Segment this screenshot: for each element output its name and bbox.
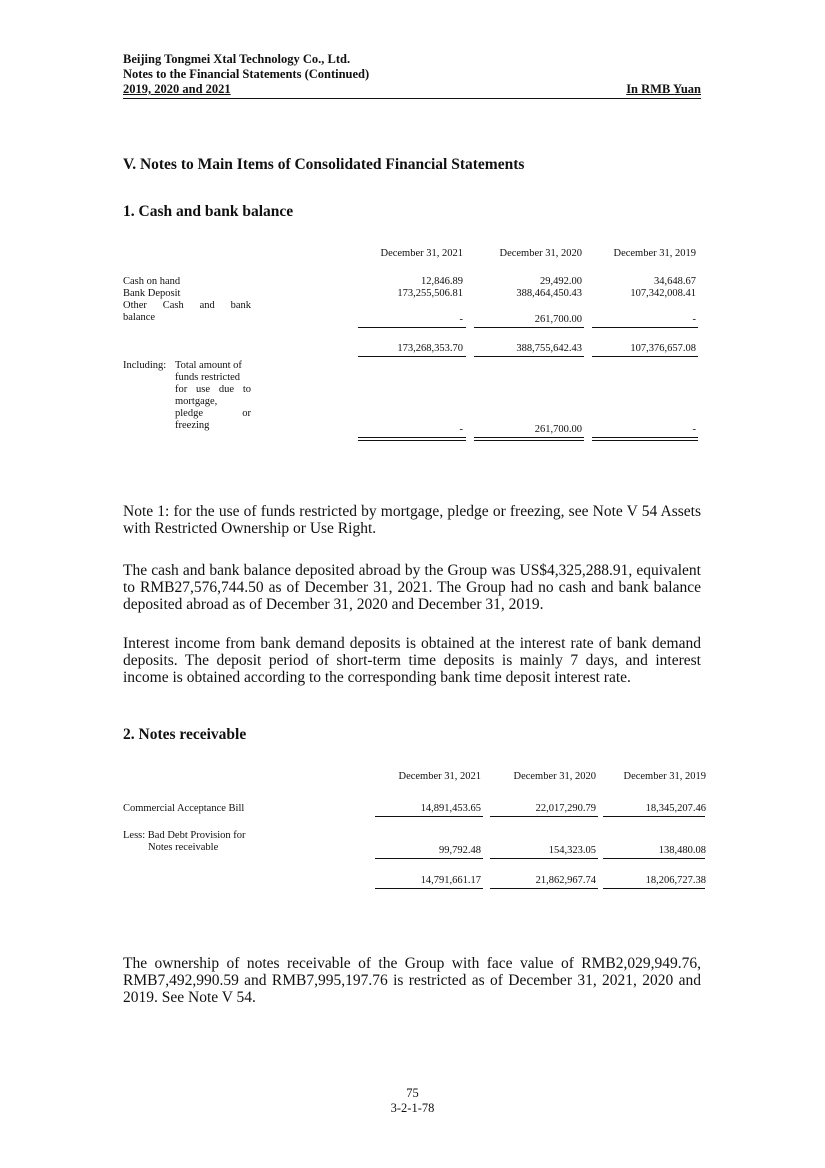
rule (375, 816, 483, 817)
including-line: for use due to (175, 384, 251, 395)
rule (490, 888, 598, 889)
cell-restricted-2021: - (459, 424, 463, 435)
rule (474, 437, 584, 438)
rule (358, 356, 466, 357)
cell-total-2020: 388,755,642.43 (516, 343, 582, 354)
rule (474, 327, 584, 328)
rule (358, 437, 466, 438)
row-label-bank-deposit: Bank Deposit (123, 288, 181, 299)
rule (592, 327, 698, 328)
row-label-cash-on-hand: Cash on hand (123, 276, 181, 287)
including-line: Total amount of (175, 360, 242, 371)
page-number: 75 (406, 1086, 419, 1100)
cell-provision-2019: 138,480.08 (658, 845, 706, 856)
rule (592, 356, 698, 357)
ownership-paragraph: The ownership of notes receivable of the Group with face value of RMB2,029,949.76, RMB7,492,990.59 and RMB7,995,197.76 is restricted as of December 31, 2021, 2020 and 2019. See Note V 54. (123, 955, 701, 1006)
cell-provision-2020: 154,323.05 (548, 845, 596, 856)
company-name: Beijing Tongmei Xtal Technology Co., Ltd. (123, 52, 351, 66)
notes-col-2019: December 31, 2019 (623, 771, 706, 782)
header-currency: In RMB Yuan (626, 82, 701, 96)
cell-bank-2020: 388,464,450.43 (516, 288, 582, 299)
rule (375, 888, 483, 889)
page-reference: 3-2-1-78 (390, 1101, 435, 1115)
cell-bank-2021: 173,255,506.81 (397, 288, 463, 299)
cell-total-2019: 107,376,657.08 (630, 343, 696, 354)
rule (603, 888, 705, 889)
cell-other-2019: - (692, 314, 696, 325)
rule (490, 816, 598, 817)
rule (592, 437, 698, 438)
rule (603, 816, 705, 817)
cell-provision-2021: 99,792.48 (439, 845, 481, 856)
cell-other-2021: - (459, 314, 463, 325)
notes-section-title: 2. Notes receivable (123, 726, 247, 743)
section-title: V. Notes to Main Items of Consolidated Financial Statements (123, 156, 525, 173)
row-label-commercial-bill: Commercial Acceptance Bill (123, 803, 245, 814)
cash-section-title: 1. Cash and bank balance (123, 203, 294, 220)
abroad-deposit-paragraph: The cash and bank balance deposited abroad by the Group was US$4,325,288.91, equivalent to RMB27,576,744.50 as of December 31, 2021. The Group had no cash and bank balance deposited abroad as of December 31, 2020 and December 31, 2019. (123, 562, 701, 613)
rule (358, 440, 466, 441)
header-rule-row (123, 82, 701, 99)
notes-col-2021: December 31, 2021 (398, 771, 481, 782)
cell-other-2020: 261,700.00 (534, 314, 582, 325)
cell-notes-total-2019: 18,206,727.38 (645, 875, 706, 886)
including-line: freezing (175, 420, 210, 431)
cell-bill-2019: 18,345,207.46 (645, 803, 706, 814)
including-line: mortgage, (175, 396, 218, 407)
note-1-paragraph: Note 1: for the use of funds restricted by mortgage, pledge or freezing, see Note V 54 Assets with Restricted Ownership or Use Right. (123, 503, 701, 537)
including-prefix: Including: (123, 360, 167, 371)
cell-cash-2019: 34,648.67 (654, 276, 696, 287)
rule (474, 356, 584, 357)
rule (490, 858, 598, 859)
cell-total-2021: 173,268,353.70 (397, 343, 463, 354)
cell-notes-total-2021: 14,791,661.17 (420, 875, 481, 886)
document-title: Notes to the Financial Statements (Continued) (123, 67, 370, 81)
cell-cash-2020: 29,492.00 (540, 276, 582, 287)
row-label-other-cash-2: balance (123, 312, 156, 323)
cash-col-2019: December 31, 2019 (613, 248, 696, 259)
cell-cash-2021: 12,846.89 (421, 276, 463, 287)
row-label-bad-debt: Less: Bad Debt Provision for (123, 830, 246, 841)
interest-income-paragraph: Interest income from bank demand deposits is obtained at the interest rate of bank demand deposits. The deposit period of short-term time deposits is mainly 7 days, and interest income is obtained according to the corresponding bank time deposit interest rate. (123, 635, 701, 686)
row-label-bad-debt-2: Notes receivable (148, 842, 219, 853)
rule (358, 327, 466, 328)
header-years: 2019, 2020 and 2021 (123, 82, 231, 96)
rule (474, 440, 584, 441)
cell-bill-2020: 22,017,290.79 (535, 803, 596, 814)
cell-notes-total-2020: 21,862,967.74 (535, 875, 596, 886)
rule (375, 858, 483, 859)
including-line: pledge or (175, 408, 251, 419)
cell-restricted-2019: - (692, 424, 696, 435)
cash-col-2020: December 31, 2020 (499, 248, 582, 259)
including-line: funds restricted (175, 372, 241, 383)
rule (592, 440, 698, 441)
notes-col-2020: December 31, 2020 (513, 771, 596, 782)
cell-restricted-2020: 261,700.00 (534, 424, 582, 435)
row-label-other-cash: Other Cash and bank (123, 300, 251, 311)
cell-bank-2019: 107,342,008.41 (630, 288, 696, 299)
cell-bill-2021: 14,891,453.65 (420, 803, 481, 814)
cash-col-2021: December 31, 2021 (380, 248, 463, 259)
rule (603, 858, 705, 859)
page-header (123, 52, 701, 99)
